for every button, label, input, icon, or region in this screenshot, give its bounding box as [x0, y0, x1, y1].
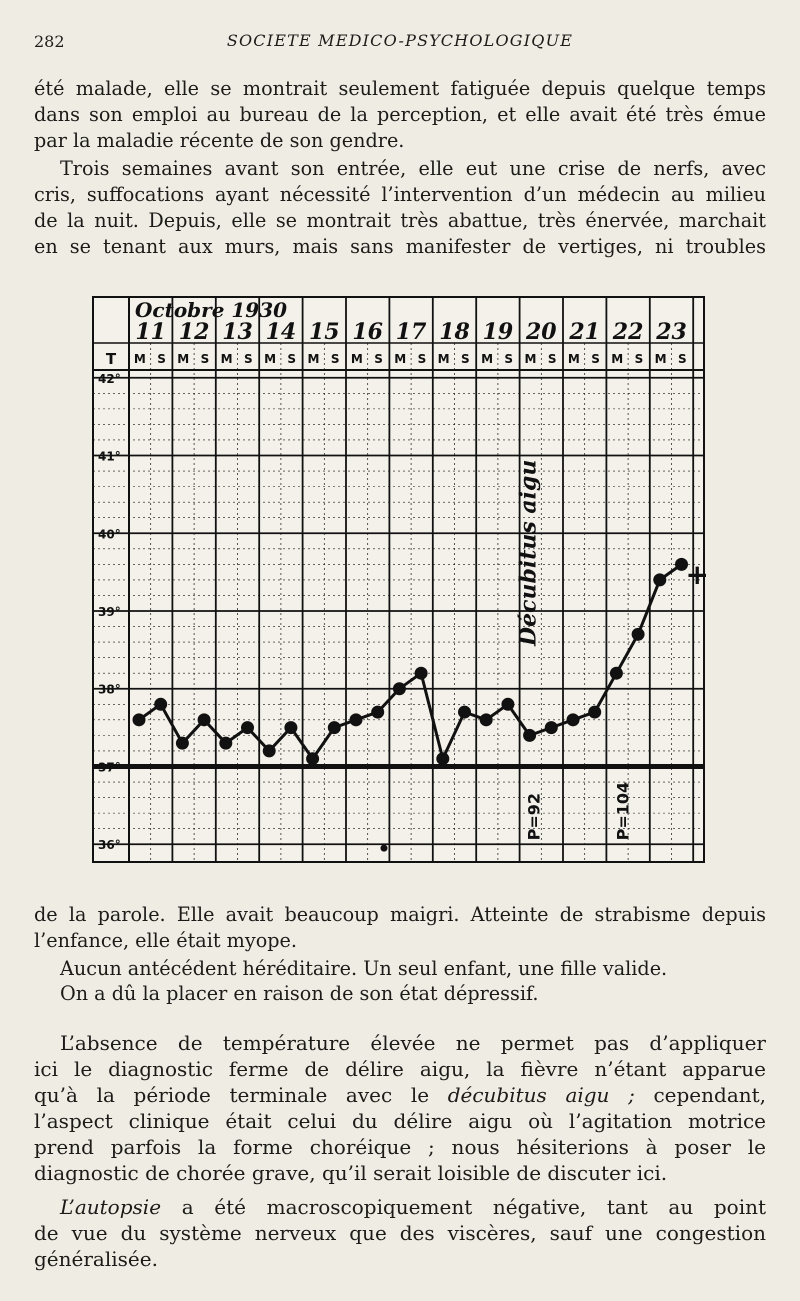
- temperature-point: [480, 713, 493, 726]
- chart-date-label: 19: [482, 319, 514, 345]
- paragraph-5: [34, 981, 766, 1007]
- text-line: de la parole. Elle avait beaucoup maigri. Atteinte de strabisme depuis: [34, 903, 766, 926]
- chart-ms-label: S: [244, 352, 253, 366]
- chart-ms-label: S: [157, 352, 166, 366]
- text-segment: cependant,: [653, 1083, 767, 1107]
- temperature-point: [458, 706, 471, 719]
- page-number: 282: [34, 32, 65, 51]
- chart-date-label: 14: [265, 319, 297, 345]
- y-tick-label: 42°: [98, 371, 121, 386]
- paragraph-3: [34, 902, 766, 954]
- y-tick-label: 38°: [98, 682, 121, 697]
- temperature-point: [133, 713, 146, 726]
- chart-ms-label: M: [133, 352, 146, 366]
- text-line: diagnostic de chorée grave, qu’il serait loisible de discuter ici.: [34, 1161, 668, 1185]
- chart-date-label: 13: [222, 319, 253, 345]
- chart-ms-label: S: [417, 352, 427, 366]
- chart-frame: [93, 297, 704, 862]
- temperature-point: [545, 721, 558, 734]
- y-tick-label: 40°: [98, 527, 121, 542]
- temperature-point: [501, 698, 514, 711]
- text-line: cris, suffocations ayant nécessité l’intervention d’un médecin au milieu: [34, 183, 766, 206]
- text-line: dans son emploi au bureau de la perception, et elle avait été très émue: [34, 103, 766, 126]
- temperature-point: [154, 698, 167, 711]
- chart-ms-label: M: [611, 352, 624, 366]
- chart-ms-label: S: [200, 352, 210, 366]
- text-line-mixed: [34, 1082, 766, 1108]
- chart-ms-label: S: [330, 352, 340, 366]
- chart-ms-label: M: [394, 352, 407, 366]
- ink-dot: [381, 845, 388, 852]
- temperature-point: [219, 737, 232, 750]
- running-title: SOCIETE MEDICO-PSYCHOLOGIQUE: [226, 31, 574, 50]
- y-tick-label: 39°: [98, 605, 121, 619]
- chart-ms-label: S: [634, 352, 644, 366]
- temperature-point: [436, 752, 449, 765]
- chart-month-label: Octobre 1930: [135, 298, 288, 322]
- chart-date-label: 20: [525, 319, 557, 345]
- y-tick-label: 41°: [98, 449, 121, 464]
- temperature-point: [306, 752, 319, 765]
- annotation-decubitus: Décubitus aigu: [515, 459, 542, 646]
- chart-ms-label: S: [504, 352, 514, 366]
- chart-ms-label: S: [678, 352, 687, 366]
- temperature-point: [371, 706, 384, 719]
- paragraph-7: [34, 1194, 766, 1272]
- chart-ms-label: M: [350, 352, 363, 366]
- chart-ms-label: M: [220, 352, 233, 366]
- paragraph-4: [34, 956, 766, 982]
- chart-ms-label: S: [547, 352, 557, 366]
- chart-ms-label: M: [307, 352, 320, 366]
- chart-date-label: 23: [656, 319, 687, 345]
- chart-ms-label: M: [524, 352, 537, 366]
- annotation-death-cross: +: [685, 557, 709, 591]
- text-line: L’absence de température élevée ne permet pas d’appliquer: [60, 1031, 766, 1055]
- text-line: l’enfance, elle était myope.: [34, 929, 298, 952]
- text-line: Aucun antécédent héréditaire. Un seul enfant, une fille valide.: [60, 957, 668, 980]
- temperature-point: [350, 713, 363, 726]
- temperature-point: [263, 744, 276, 757]
- text-line: On a dû la placer en raison de son état dépressif.: [60, 982, 539, 1005]
- chart-ms-label: M: [654, 352, 667, 366]
- chart-date-label: 16: [352, 319, 384, 345]
- text-line: de vue du système nerveux que des viscères, sauf une congestion: [34, 1221, 766, 1245]
- text-line: été malade, elle se montrait seulement fatiguée depuis quelque temps: [34, 77, 766, 100]
- chart-date-label: 21: [569, 319, 601, 345]
- text-line: Trois semaines avant son entrée, elle eut une crise de nerfs, avec: [60, 157, 766, 180]
- temperature-point: [567, 713, 580, 726]
- chart-ms-label: M: [177, 352, 190, 366]
- temperature-point: [610, 667, 623, 680]
- chart-date-label: 11: [135, 319, 167, 345]
- temperature-point: [241, 721, 254, 734]
- temperature-point: [176, 737, 189, 750]
- text-segment: qu’à la période terminale avec le: [34, 1083, 430, 1107]
- text-line: en se tenant aux murs, mais sans manifester de vertiges, ni troubles: [34, 235, 766, 258]
- text-segment-italic: décubitus aigu ;: [447, 1083, 635, 1107]
- text-line: généralisée.: [34, 1247, 158, 1271]
- paragraph-6: [34, 1030, 766, 1186]
- temperature-point: [328, 721, 341, 734]
- chart-ms-label: M: [264, 352, 277, 366]
- chart-ms-label: S: [287, 352, 297, 366]
- text-segment-italic: L’autopsie: [60, 1195, 162, 1219]
- chart-date-label: 18: [439, 319, 470, 345]
- temperature-point: [523, 729, 536, 742]
- text-line: l’aspect clinique était celui du délire aigu où l’agitation motrice: [34, 1109, 766, 1133]
- temperature-point: [632, 628, 645, 641]
- temperature-point: [198, 713, 211, 726]
- y-tick-label: 37°: [98, 760, 121, 775]
- text-line: par la maladie récente de son gendre.: [34, 129, 405, 152]
- text-line-mixed: [34, 1194, 766, 1220]
- temperature-point: [393, 682, 406, 695]
- chart-axis-label: T: [105, 350, 117, 368]
- text-line: ici le diagnostic ferme de délire aigu, la fièvre n’étant apparue: [34, 1057, 766, 1081]
- chart-ms-label: S: [591, 352, 600, 366]
- annotation-pulse: P=104: [613, 781, 633, 841]
- chart-ms-label: S: [374, 352, 383, 366]
- chart-ms-label: M: [437, 352, 450, 366]
- chart-date-label: 15: [308, 319, 340, 345]
- chart-date-label: 12: [178, 319, 210, 345]
- annotation-pulse: P=92: [524, 792, 544, 841]
- chart-ms-label: S: [461, 352, 470, 366]
- text-line: prend parfois la forme choréique ; nous hésiterions à poser le: [34, 1135, 766, 1159]
- temperature-point: [588, 706, 601, 719]
- text-line: de la nuit. Depuis, elle se montrait très abattue, très énervée, marchait: [34, 209, 766, 232]
- chart-ms-label: M: [567, 352, 580, 366]
- chart-date-label: 22: [612, 319, 644, 345]
- temperature-point: [284, 721, 297, 734]
- chart-date-label: 17: [395, 319, 427, 345]
- text-segment: a été macroscopiquement négative, tant au point: [181, 1195, 767, 1219]
- temperature-point: [653, 573, 666, 586]
- chart-ms-label: M: [481, 352, 494, 366]
- temperature-point: [415, 667, 428, 680]
- y-tick-label: 36°: [98, 838, 121, 853]
